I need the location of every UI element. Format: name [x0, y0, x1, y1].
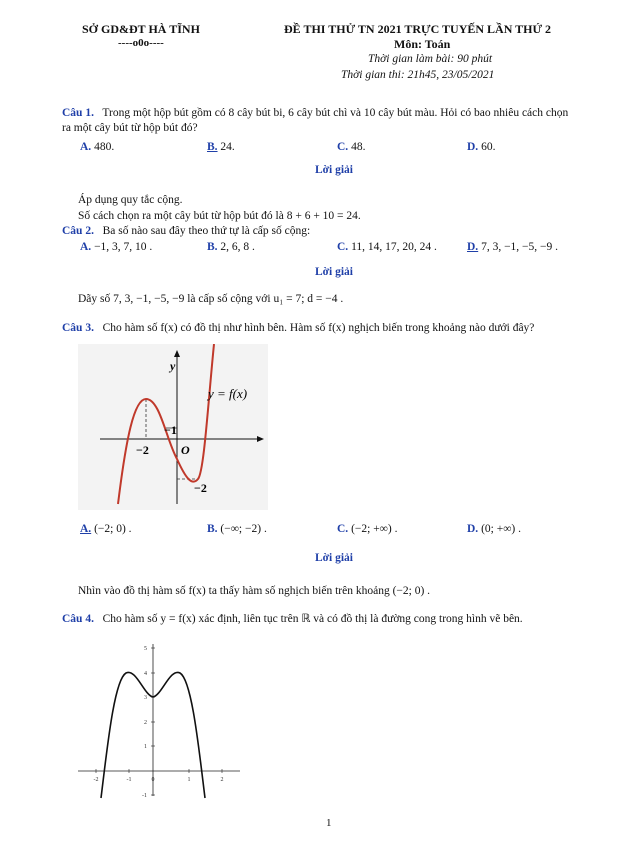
question-3-text: Cho hàm số f(x) có đồ thị như hình bên. Hàm số f(x) nghịch biến trong khoảng nào dưới đây?	[102, 322, 535, 334]
q2-solution-title: Lời giải	[315, 266, 353, 278]
q2-option-c-label: C.	[337, 241, 349, 253]
q2-option-c-value: 11, 14, 17, 20, 24 .	[351, 241, 437, 253]
q3-graph	[78, 344, 268, 510]
question-4-label: Câu 4.	[62, 613, 94, 625]
q3-solution-line1: Nhìn vào đồ thị hàm số f(x) ta thấy hàm số nghịch biến trên khoảng (−2; 0) .	[78, 585, 431, 597]
q3-option-c-value: (−2; +∞) .	[351, 523, 398, 535]
question-3-label: Câu 3.	[62, 322, 94, 334]
header-ornament: ----o0o----	[118, 37, 164, 49]
q3-axis-y-label: y	[170, 359, 176, 373]
q4-y-label-3: 3	[144, 695, 147, 701]
q2-option-d[interactable]	[467, 240, 558, 255]
q2-option-d-label: D.	[467, 241, 479, 253]
q3-option-c[interactable]	[337, 522, 397, 537]
q4-x-label-m2: -2	[93, 777, 99, 783]
q1-option-c[interactable]	[337, 140, 365, 155]
question-4-text: Cho hàm số y = f(x) xác định, liên tục trên ℝ và có đồ thị là đường cong trong hình vẽ bên.	[102, 613, 523, 625]
q1-option-c-label: C.	[337, 141, 349, 153]
q1-option-a[interactable]	[80, 140, 114, 155]
school-name: SỞ GD&ĐT HÀ TĨNH	[82, 22, 200, 36]
question-1-text-cont: ra một cây bút từ hộp bút đó?	[62, 122, 198, 134]
q4-y-label-1: 1	[144, 744, 147, 750]
q3-option-b-label: B.	[207, 523, 218, 535]
q3-option-a-value: (−2; 0) .	[94, 523, 132, 535]
q3-tick-y-m2: −2	[194, 481, 207, 495]
exam-time: Thời gian thi: 21h45, 23/05/2021	[341, 69, 495, 81]
q2-option-c[interactable]	[337, 240, 437, 255]
question-2-label: Câu 2.	[62, 225, 94, 237]
q3-option-b-value: (−∞; −2) .	[220, 523, 267, 535]
q3-option-a[interactable]	[80, 522, 132, 537]
exam-duration: Thời gian làm bài: 90 phút	[368, 53, 493, 65]
q1-option-a-value: 480.	[94, 141, 115, 153]
q2-solution-line1: Dãy số 7, 3, −1, −5, −9 là cấp số cộng với u₁ = 7; d = −4 .	[78, 293, 344, 305]
q1-option-d[interactable]	[467, 140, 495, 155]
q2-option-d-value: 7, 3, −1, −5, −9 .	[481, 241, 559, 253]
q3-option-d-value: (0; +∞) .	[481, 523, 521, 535]
q3-origin-label: O	[181, 443, 190, 457]
q4-x-label-1: 1	[187, 777, 191, 783]
q3-solution-title: Lời giải	[315, 552, 353, 564]
q1-solution-title: Lời giải	[315, 164, 353, 176]
q1-option-d-label: D.	[467, 141, 479, 153]
question-2-text: Ba số nào sau đây theo thứ tự là cấp số cộng:	[102, 225, 311, 237]
exam-subject: Môn: Toán	[394, 37, 451, 51]
q3-option-d[interactable]	[467, 522, 521, 537]
q4-y-label-4: 4	[144, 671, 147, 677]
exam-title: ĐỀ THI THỬ TN 2021 TRỰC TUYẾN LẦN THỨ 2	[284, 22, 552, 36]
page-number: 1	[326, 817, 332, 829]
q4-x-label-2: 2	[220, 777, 224, 783]
q3-tick-y-m1: −1	[164, 423, 177, 437]
q1-option-a-label: A.	[80, 141, 92, 153]
q3-curve-label: y = f(x)	[208, 386, 248, 401]
q2-option-b-value: 2, 6, 8 .	[220, 241, 255, 253]
question-4	[62, 612, 523, 627]
q1-option-c-value: 48.	[351, 141, 366, 153]
q2-option-b-label: B.	[207, 241, 218, 253]
q3-option-c-label: C.	[337, 523, 349, 535]
q3-option-d-label: D.	[467, 523, 479, 535]
q4-x-label-m1: -1	[126, 777, 132, 783]
q4-y-label-m1: -1	[142, 793, 147, 799]
q1-solution-line2: Số cách chọn ra một cây bút từ hộp bút đó là 8 + 6 + 10 = 24.	[78, 210, 361, 222]
question-2	[62, 224, 310, 239]
q4-y-label-5: 5	[144, 646, 147, 652]
q4-y-label-2: 2	[144, 720, 147, 726]
q1-option-b[interactable]	[207, 140, 235, 155]
q2-option-b[interactable]	[207, 240, 255, 255]
q2-option-a-value: −1, 3, 7, 10 .	[94, 241, 153, 253]
q2-option-a[interactable]	[80, 240, 152, 255]
q1-option-b-label: B.	[207, 141, 218, 153]
q2-option-a-label: A.	[80, 241, 92, 253]
question-1-text: Trong một hộp bút gồm có 8 cây bút bi, 6 cây bút chì và 10 cây bút màu. Hỏi có bao nhiêu cách chọn	[102, 107, 569, 119]
question-1	[62, 106, 568, 121]
question-1-label: Câu 1.	[62, 107, 94, 119]
question-3	[62, 321, 534, 336]
q4-x-label-0: 0	[151, 777, 155, 783]
q3-option-b[interactable]	[207, 522, 267, 537]
q4-graph	[74, 640, 246, 800]
q3-option-a-label: A.	[80, 523, 92, 535]
q1-option-b-value: 24.	[220, 141, 235, 153]
q1-solution-line1: Áp dụng quy tắc cộng.	[78, 194, 183, 206]
q3-tick-x-m2: −2	[136, 443, 149, 457]
q1-option-d-value: 60.	[481, 141, 496, 153]
